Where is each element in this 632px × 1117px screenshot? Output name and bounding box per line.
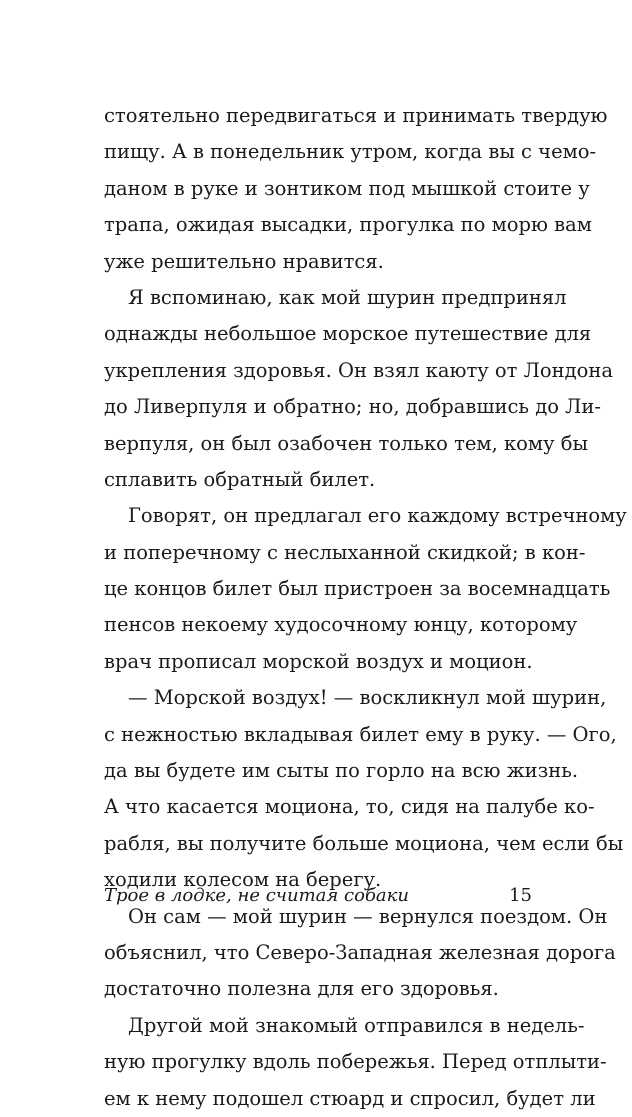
text-line: укрепления здоровья. Он взял каюту от Лондона — [104, 358, 614, 382]
text-line: уже решительно нравится. — [104, 249, 384, 273]
text-line: даном в руке и зонтиком под мышкой стоите у — [104, 176, 590, 200]
text-line: Другой мой знакомый отправился в недель- — [128, 1013, 585, 1037]
text-line: трапа, ожидая высадки, прогулка по морю вам — [104, 213, 592, 237]
text-line: пищу. А в понедельник утром, когда вы с чемо- — [104, 140, 597, 164]
text-line: сплавить обратный билет. — [104, 467, 376, 491]
text-line: стоятельно передвигаться и принимать твердую — [104, 104, 608, 127]
text-line: верпуля, он был озабочен только тем, кому бы — [104, 431, 589, 455]
text-line: Он сам — мой шурин — вернулся поездом. Он — [128, 904, 608, 928]
text-line: с нежностью вкладывая билет ему в руку. — Ого, — [104, 722, 617, 746]
text-line: ходили колесом на берегу. — [104, 868, 382, 892]
text-line: ную прогулку вдоль побережья. Перед отплыти- — [104, 1050, 607, 1074]
text-line: и поперечному с неслыханной скидкой; в кон- — [104, 540, 586, 564]
text-line: рабля, вы получите больше моциона, чем если бы — [104, 831, 624, 855]
text-line: ем к нему подошел стюард и спросил, будет ли — [104, 1086, 596, 1110]
running-title: Трое в лодке, не считая собаки — [104, 885, 410, 906]
text-line: пенсов некоему худосочному юнцу, которому — [104, 613, 578, 637]
text-line: Говорят, он предлагал его каждому встречному — [128, 504, 627, 528]
text-line: до Ливерпуля и обратно; но, добравшись до Ли- — [104, 395, 602, 419]
text-line: достаточно полезна для его здоровья. — [104, 977, 499, 1001]
text-line: да вы будете им сыты по горло на всю жизнь. — [104, 759, 579, 783]
text-line: однажды небольшое морское путешествие для — [104, 322, 592, 346]
page-number: 15 — [509, 885, 532, 906]
text-line: — Морской воздух! — воскликнул мой шурин, — [128, 686, 607, 710]
text-line: Я вспоминаю, как мой шурин предпринял — [128, 285, 567, 309]
text-line: це концов билет был пристроен за восемнадцать — [104, 577, 611, 601]
text-line: объяснил, что Северо-Западная железная дорога — [104, 940, 616, 964]
text-line: врач прописал морской воздух и моцион. — [104, 649, 533, 673]
text-line: А что касается моциона, то, сидя на палубе ко- — [104, 795, 595, 819]
body-text — [104, 98, 627, 1117]
page-footer — [104, 882, 532, 910]
